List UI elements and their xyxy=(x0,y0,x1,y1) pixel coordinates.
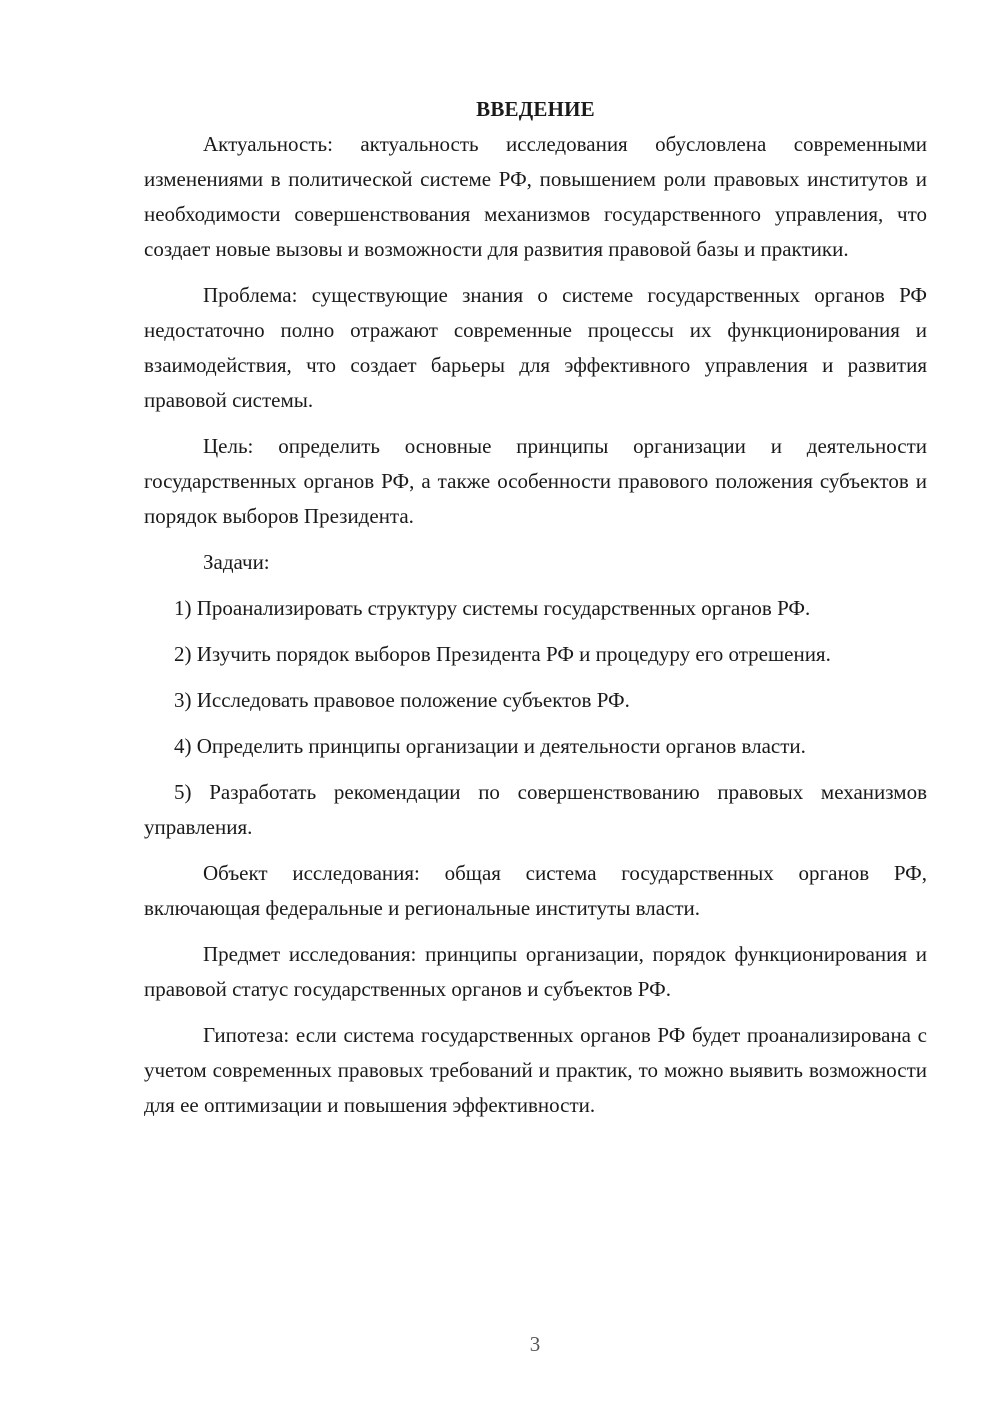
task-item-1: 1) Проанализировать структуру системы государственных органов РФ. xyxy=(174,596,811,620)
task-item-2: 2) Изучить порядок выборов Президента РФ и процедуру его отрешения. xyxy=(174,642,831,666)
paragraph-hypothesis: Гипотеза: если система государственных органов РФ будет проанализирована с учетом современных правовых требований и практик, то можно выявить возможности для ее оптимизации и повышения эффективности. xyxy=(144,1023,927,1117)
paragraph-goal: Цель: определить основные принципы организации и деятельности государственных органов РФ, а также особенности правового положения субъектов и порядок выборов Президента. xyxy=(144,434,927,528)
paragraph-subject: Предмет исследования: принципы организации, порядок функционирования и правовой статус государственных органов и субъектов РФ. xyxy=(144,942,927,1001)
page-number: 3 xyxy=(529,1332,541,1356)
section-heading: ВВЕДЕНИЕ xyxy=(476,97,595,121)
paragraph-problem: Проблема: существующие знания о системе государственных органов РФ недостаточно полно отражают современные процессы их функционирования и взаимодействия, что создает барьеры для эффективного управления и развития правовой системы. xyxy=(144,283,927,412)
tasks-label: Задачи: xyxy=(203,550,270,574)
paragraph-relevance: Актуальность: актуальность исследования обусловлена современными изменениями в политической системе РФ, повышением роли правовых институтов и необходимости совершенствования механизмов государственного управления, что создает новые вызовы и возможности для развития правовой базы и практики. xyxy=(144,132,927,261)
task-item-3: 3) Исследовать правовое положение субъектов РФ. xyxy=(174,688,630,712)
paragraph-object: Объект исследования: общая система государственных органов РФ, включающая федеральные и региональные институты власти. xyxy=(144,861,927,920)
document-page xyxy=(144,92,927,1134)
task-item-5: 5) Разработать рекомендации по совершенствованию правовых механизмов управления. xyxy=(144,780,927,839)
task-item-4: 4) Определить принципы организации и деятельности органов власти. xyxy=(174,734,806,758)
